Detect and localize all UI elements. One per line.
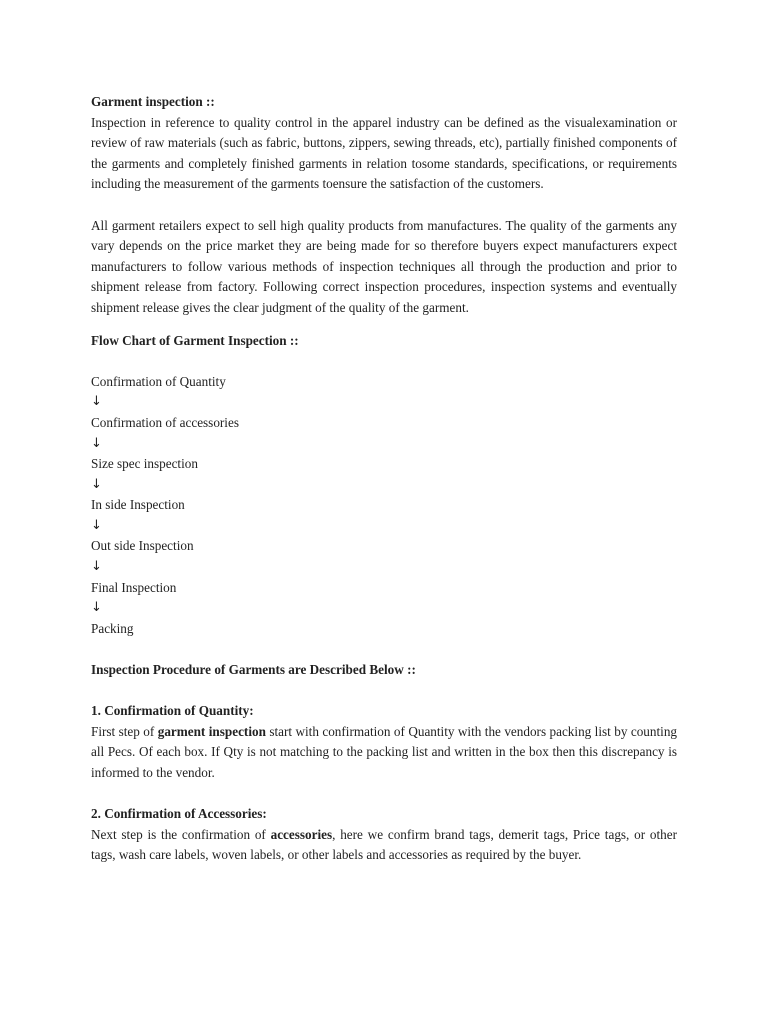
spacer (91, 195, 677, 216)
spacer (91, 351, 677, 372)
down-arrow-icon: ↓ (91, 394, 102, 410)
step1-bold-term: garment inspection (157, 723, 266, 739)
step1-paragraph (91, 722, 677, 784)
down-arrow-icon: ↓ (91, 517, 102, 533)
garment-inspection-paragraph: Inspection in reference to quality control in the apparel industry can be defined as the visualexamination or review of raw materials (such as fabric, buttons, zippers, sewing threads, etc), partially finished components of the garments and completely finished garments in relation tosome standards, specifications, or requirements including the measurement of the garments toensure the satisfaction of the customers. (91, 114, 677, 192)
step2-bold-term: accessories (270, 826, 333, 842)
flow-step-final: Final Inspection (91, 579, 177, 595)
document-page (91, 92, 677, 866)
flow-step-inside: In side Inspection (91, 497, 185, 513)
flow-step-outside: Out side Inspection (91, 538, 194, 554)
retailers-paragraph: All garment retailers expect to sell high quality products from manufactures. The quality of the garments any vary depends on the price market they are being made for so therefore buyers expect manufacturers expect manufacturers to follow various methods of inspection techniques all through the production and prior to shipment release from factory. Following correct inspection procedures, inspection systems and eventually shipment release gives the clear judgment of the quality of the garment. (91, 217, 677, 315)
step2-text-before: Next step is the confirmation of (91, 826, 271, 842)
step1-heading: 1. Confirmation of Quantity: (91, 703, 254, 719)
step1-text-before: First step of (91, 723, 158, 739)
spacer (91, 639, 677, 660)
step1-text-after: start with confirmation of Quantity with the vendors packing list by counting all Pecs. Of each box. If Qty is not matching to the packing list and written in the box then this discrepancy is informed to the vendor. (91, 723, 678, 780)
down-arrow-icon: ↓ (91, 435, 102, 451)
spacer (91, 681, 677, 702)
procedure-heading: Inspection Procedure of Garments are Described Below :: (91, 662, 416, 678)
flow-step-accessories: Confirmation of accessories (91, 414, 239, 430)
step2-heading: 2. Confirmation of Accessories: (91, 806, 267, 822)
down-arrow-icon: ↓ (91, 600, 102, 616)
spacer (91, 319, 677, 331)
flow-chart (91, 372, 677, 640)
flow-step-packing: Packing (91, 620, 134, 636)
flow-step-quantity: Confirmation of Quantity (91, 373, 226, 389)
flow-chart-heading: Flow Chart of Garment Inspection :: (91, 332, 299, 348)
spacer (91, 784, 677, 805)
garment-inspection-heading: Garment inspection :: (91, 94, 215, 109)
flow-step-size-spec: Size spec inspection (91, 456, 198, 472)
down-arrow-icon: ↓ (91, 559, 102, 575)
down-arrow-icon: ↓ (91, 476, 102, 492)
step2-paragraph (91, 825, 677, 866)
step2-text-after: , here we confirm brand tags, demerit tags, Price tags, or other tags, wash care labels, woven labels, or other labels and accessories as required by the buyer. (91, 826, 677, 863)
